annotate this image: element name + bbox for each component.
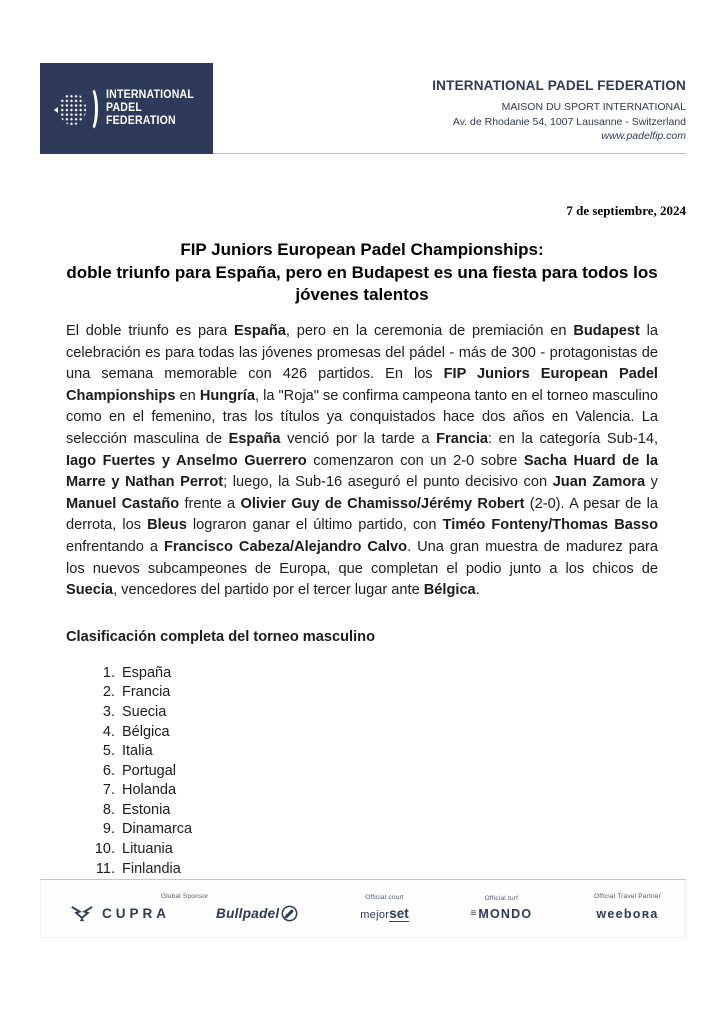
document-content (66, 321, 658, 879)
body-text: en (175, 387, 200, 404)
body-paragraph (66, 321, 658, 602)
body-text: venció por la tarde a (280, 430, 437, 447)
ipf-ball-logo-icon (54, 83, 98, 135)
title (40, 239, 684, 307)
org-website: www.padelfip.com (601, 130, 686, 142)
ranking-item: 11. Finlandia (119, 860, 658, 880)
title-line: jóvenes talentos (295, 285, 429, 304)
ranking-item: 5. Italia (119, 742, 658, 762)
logo-word-line: PADEL (106, 102, 142, 114)
body-bold-text: España (233, 323, 286, 339)
travel-partner-group (594, 893, 661, 923)
org-name: INTERNATIONAL PADEL FEDERATION (432, 78, 686, 93)
ipf-logo-box (40, 63, 213, 154)
body-bold-text: Juan Zamora (552, 474, 646, 491)
letterhead-contact-block (432, 78, 686, 144)
logo-arrow-icon (54, 107, 58, 113)
ipf-logo-wordmark (106, 89, 194, 128)
mondo-bars-icon: ≡ (470, 908, 477, 919)
body-text: comenzaron con un 2-0 sobre (306, 452, 524, 469)
body-text: frente a (179, 495, 241, 512)
title-line: doble triunfo para España, pero en Budapest es una fiesta para todos los (66, 262, 658, 282)
logo-word-line: FEDERATION (106, 115, 176, 127)
cupra-logo (71, 905, 170, 923)
title-line: FIP Juniors European Padel Championships: (180, 240, 544, 259)
cupra-wordmark: CUPRA (102, 906, 171, 921)
body-text: . Una gran muestra de madurez para los nuevos subcampeones de Europa, que completan el podio junto a los chicos de (66, 538, 658, 577)
body-text: la celebración es para todas las jóvenes promesas del pádel - más de 300 - protagonistas de una semana memorable con 426 partidos. En los (66, 323, 659, 383)
body-bold-text: Iago Fuertes y Anselmo Guerrero (66, 452, 307, 469)
ranking-subheading: Clasificación completa del torneo masculino (66, 628, 375, 645)
body-text: . (475, 582, 480, 599)
body-text: ; luego, la Sub-16 aseguró el punto decisivo con (223, 474, 553, 491)
document-date: 7 de septiembre, 2024 (566, 203, 686, 218)
official-court-label: Official court (365, 893, 404, 901)
official-turf-group (470, 895, 532, 921)
body-bold-text: FIP Juniors European Padel Championships (66, 366, 658, 404)
mejorset-wordmark-light: mejor (360, 908, 390, 921)
bullpadel-racket-icon (281, 905, 298, 922)
ranking-item: 8. Estonia (119, 801, 658, 821)
weebora-logo (596, 905, 658, 923)
body-bold-text: Budapest (573, 323, 640, 339)
body-text: , pero en la ceremonia de premiación en (285, 323, 574, 339)
body-text: enfrentando a (66, 538, 164, 555)
mejorset-wordmark-bold: set (389, 905, 409, 921)
body-text: (2-0). A pesar de la derrota, los (66, 495, 658, 534)
weebora-wordmark: weeboʀa (596, 906, 659, 921)
ranking-item: 3. Suecia (119, 703, 658, 723)
org-address-line2: Av. de Rhodanie 54, 1007 Lausanne - Switzerland (452, 115, 686, 128)
ranking-item: 2. Francia (119, 683, 658, 703)
body-bold-text: Manuel Castaño (66, 495, 180, 512)
ranking-item: 10. Lituania (119, 840, 658, 860)
body-bold-text: Suecia (66, 582, 114, 599)
body-bold-text: Sacha Huard de la Marre y Nathan Perrot (66, 452, 659, 491)
mejorset-logo (360, 906, 409, 922)
ranking-item: 4. Bélgica (119, 723, 658, 743)
ranking-list (66, 664, 658, 880)
ranking-item: 7. Holanda (119, 781, 658, 801)
body-text: : en la categoría Sub-14, (488, 430, 659, 447)
body-bold-text: Timéo Fonteny/Thomas Basso (442, 517, 658, 534)
body-text: El doble triunfo es para (66, 323, 234, 339)
official-turf-label: Official turf (484, 894, 519, 902)
body-bold-text: Francisco Cabeza/Alejandro Calvo (163, 538, 408, 555)
logo-dotted-ball-icon (59, 93, 86, 125)
body-bold-text: Bélgica (423, 582, 476, 599)
mondo-logo (470, 907, 532, 921)
sponsors-footer (40, 879, 686, 938)
body-text: , vencedores del partido por el tercer lugar ante (113, 582, 424, 599)
bullpadel-logo (216, 905, 298, 922)
global-sponsor-group (71, 893, 298, 923)
body-bold-text: Francia (436, 430, 489, 447)
cupra-bull-icon (71, 905, 93, 923)
body-bold-text: España (228, 430, 281, 447)
global-sponsor-logos (71, 905, 298, 923)
logo-arc-icon (83, 86, 98, 132)
body-text: lograron ganar el último partido, con (186, 517, 443, 534)
ranking-item: 1. España (119, 664, 658, 684)
official-court-group (360, 894, 409, 922)
header-divider (213, 153, 686, 154)
bullpadel-wordmark: Bullpadel (216, 906, 280, 921)
mondo-wordmark: MONDO (478, 906, 533, 921)
body-text: , la "Roja" se confirma campeona tanto en el torneo masculino como en el femenino, tras los títulos ya conquistados hace dos años en Valencia. La selección masculina de (66, 387, 658, 447)
org-address-line1: MAISON DU SPORT INTERNATIONAL (501, 101, 686, 113)
travel-partner-label: Official Travel Partner (593, 892, 661, 900)
global-sponsor-label: Global Sponsor (160, 892, 209, 900)
body-bold-text: Bleus (147, 517, 187, 534)
logo-word-line: INTERNATIONAL (106, 89, 195, 101)
ranking-item: 9. Dinamarca (119, 820, 658, 840)
body-bold-text: Olivier Guy de Chamisso/Jérémy Robert (240, 495, 525, 512)
body-text: y (645, 474, 658, 491)
ranking-item: 6. Portugal (119, 762, 658, 782)
body-bold-text: Hungría (199, 387, 255, 404)
